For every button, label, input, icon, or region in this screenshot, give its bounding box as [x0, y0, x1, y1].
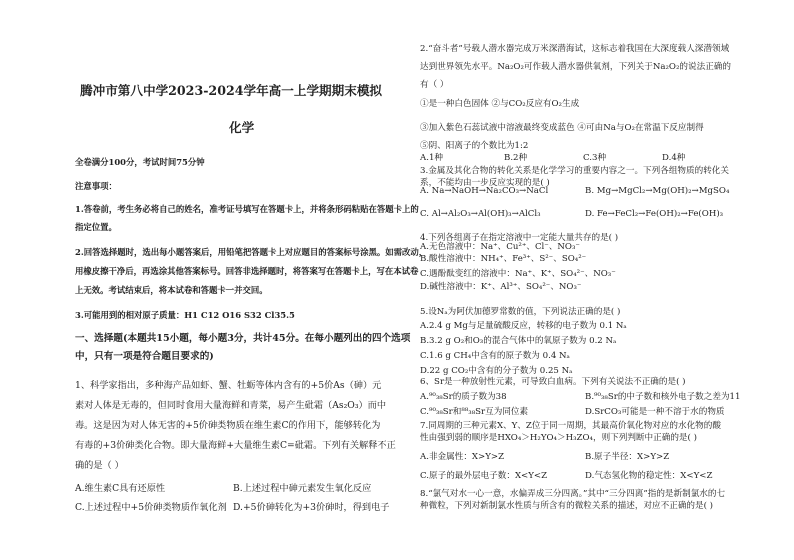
- q5-option-a: A.2.4 g Mg与足量硫酸反应，转移的电子数为 0.1 Nₐ: [420, 321, 627, 331]
- question-8-text: 种微粒，下列对新制氯水性质与所含有的微粒关系的描述，对应不正确的是( ): [420, 501, 714, 511]
- q3-option-d: D. Fe→FeCl₂→Fe(OH)₂→Fe(OH)₃: [585, 209, 724, 219]
- q2-option-b: B.2种: [504, 153, 528, 163]
- q3-option-a: A. Na→NaOH→Na₂CO₃→NaCl: [420, 186, 549, 196]
- q6-option-a: A.⁹⁰₃₈Sr的质子数为38: [420, 392, 507, 402]
- q7-option-d: D.气态氢化物的稳定性：X<Y<Z: [585, 471, 713, 481]
- question-7-text: 性由强到弱的顺序是HXO₄＞H₂YO₄＞H₃ZO₄，则下列判断中正确的是( ): [420, 433, 697, 443]
- q1-option-a: A.维生素C具有还原性: [75, 483, 166, 494]
- question-1-text: 1、科学家指出，多种海产品如虾、蟹、牡蛎等体内含有的+5价As（砷）元: [75, 380, 382, 391]
- q1-option-d: D.+5价砷转化为+3价砷时，得到电子: [233, 502, 390, 513]
- q2-item: ③加入紫色石蕊试液中溶液最终变成蓝色 ④可由Na与O₂在常温下反应制得: [420, 123, 704, 133]
- question-8-text: 8.“氯气对水一心一意，水偏弄成三分四离。”其中“三分四离”指的是新制氯水的七: [420, 489, 726, 499]
- notice-line: 指定位置。: [75, 222, 117, 232]
- q6-option-c: C.⁹⁰₃₈Sr和⁸⁸₃₈Sr互为同位素: [420, 407, 529, 417]
- question-7-text: 7.同周期的三种元素X、Y、Z位于同一周期，其最高价氧化物对应的水化物的酸: [420, 421, 721, 431]
- notice-line: 3.可能用到的相对原子质量：H1 C12 O16 S32 Cl35.5: [75, 310, 295, 320]
- question-6-text: 6、Sr是一种放射性元素，可导致白血病。下列有关说法不正确的是( ): [420, 377, 686, 387]
- q2-item: ⑤阴、阳离子的个数比为1:2: [420, 141, 529, 151]
- q3-option-b: B. Mg→MgCl₂→Mg(OH)₂→MgSO₄: [585, 186, 730, 196]
- question-1-text: 有毒的+3价砷类化合物。即大量海鲜+大量维生素C=砒霜。下列有关解释不正: [75, 440, 396, 451]
- q4-option-c: C.遇酚酞变红的溶液中：Na⁺、K⁺、SO₄²⁻、NO₃⁻: [420, 269, 616, 279]
- q1-option-b: B.上述过程中砷元素发生氧化反应: [233, 483, 372, 494]
- q4-option-b: B.酸性溶液中：NH₄⁺、Fe³⁺、S²⁻、SO₄²⁻: [420, 254, 587, 264]
- q5-option-b: B.3.2 g O₂和O₃的混合气体中的氧原子数为 0.2 Nₐ: [420, 336, 617, 346]
- q5-option-c: C.1.6 g CH₄中含有的原子数为 0.4 Nₐ: [420, 351, 570, 361]
- notice-line: 1.答卷前，考生务必将自己的姓名，准考证号填写在答题卡上，并将条形码粘贴在答题卡上的: [75, 204, 419, 214]
- section-heading: 中，只有一项是符合题目要求的): [75, 351, 214, 362]
- question-1-text: 毒。这是因为对人体无害的+5价砷类物质在维生素C的作用下，能够转化为: [75, 420, 381, 431]
- question-3-text: 3.金属及其化合物的转化关系是化学学习的重要内容之一。下列各组物质的转化关: [420, 166, 729, 176]
- q2-option-a: A.1种: [420, 153, 443, 163]
- notice-title: 注意事项：: [75, 181, 117, 191]
- q6-option-d: D.SrCO₃可能是一种不溶于水的物质: [585, 407, 725, 417]
- q6-option-b: B.⁹⁰₃₈Sr的中子数和核外电子数之差为11: [585, 392, 741, 402]
- notice-line: 用橡皮擦干净后，再选涂其他答案标号。回答非选择题时，将答案写在答题卡上，写在本试卷: [75, 266, 419, 276]
- question-1-text: 素对人体是无毒的，但同时食用大量海鲜和青菜，易产生砒霜（As₂O₃）而中: [75, 400, 387, 411]
- q2-option-d: D.4种: [662, 153, 686, 163]
- question-2-text: 2.“奋斗者”号载人潜水器完成万米深潜海试，这标志着我国在大深度载人深潜领域: [420, 44, 730, 54]
- q3-option-c: C. Al→Al₂O₃→Al(OH)₃→AlCl₃: [420, 209, 541, 219]
- q1-option-c: C.上述过程中+5价砷类物质作氧化剂: [75, 502, 227, 513]
- question-1-text: 确的是（ ）: [75, 460, 124, 471]
- notice-line: 2.回答选择题时，选出每小题答案后，用铅笔把答题卡上对应题目的答案标号涂黑。如需改动，: [75, 247, 428, 257]
- q4-option-d: D.碱性溶液中：K⁺、Al³⁺、SO₄²⁻、NO₃⁻: [420, 282, 582, 292]
- question-4-text: 4.下列各组离子在指定溶液中一定能大量共存的是( ): [420, 233, 619, 243]
- q7-option-c: C.原子的最外层电子数：X<Y<Z: [420, 471, 548, 481]
- q2-option-c: C.3种: [583, 153, 607, 163]
- question-2-text: 有（ ）: [420, 80, 449, 90]
- q5-option-d: D.22 g CO₂中含有的分子数为 0.25 Nₐ: [420, 366, 573, 376]
- q7-option-b: B.原子半径：X>Y>Z: [585, 452, 670, 462]
- q7-option-a: A.非金属性：X>Y>Z: [420, 452, 505, 462]
- notice-line: 上无效。考试结束后，将本试卷和答题卡一并交回。: [75, 285, 268, 295]
- section-heading: 一、选择题(本题共15小题，每小题3分，共计45分。在每小题列出的四个选项: [75, 333, 411, 344]
- question-5-text: 5.设Nₐ为阿伏加德罗常数的值，下列说法正确的是( ): [420, 307, 621, 317]
- question-2-text: 达到世界领先水平。Na₂O₂可作载人潜水器供氧剂，下列关于Na₂O₂的说法正确的: [420, 62, 731, 72]
- page-title: 腾冲市第八中学2023-2024学年高一上学期期末模拟: [80, 83, 383, 98]
- q2-item: ①是一种白色固体 ②与CO₂反应有O₂生成: [420, 99, 580, 109]
- score-time: 全卷满分100分，考试时间75分钟: [75, 157, 205, 167]
- subject-title: 化学: [229, 120, 255, 135]
- question-3-text: 系，不能均由一步反应实现的是( ): [420, 178, 550, 188]
- q4-option-a: A.无色溶液中：Na⁺、Cu²⁺、Cl⁻、NO₃⁻: [420, 242, 580, 252]
